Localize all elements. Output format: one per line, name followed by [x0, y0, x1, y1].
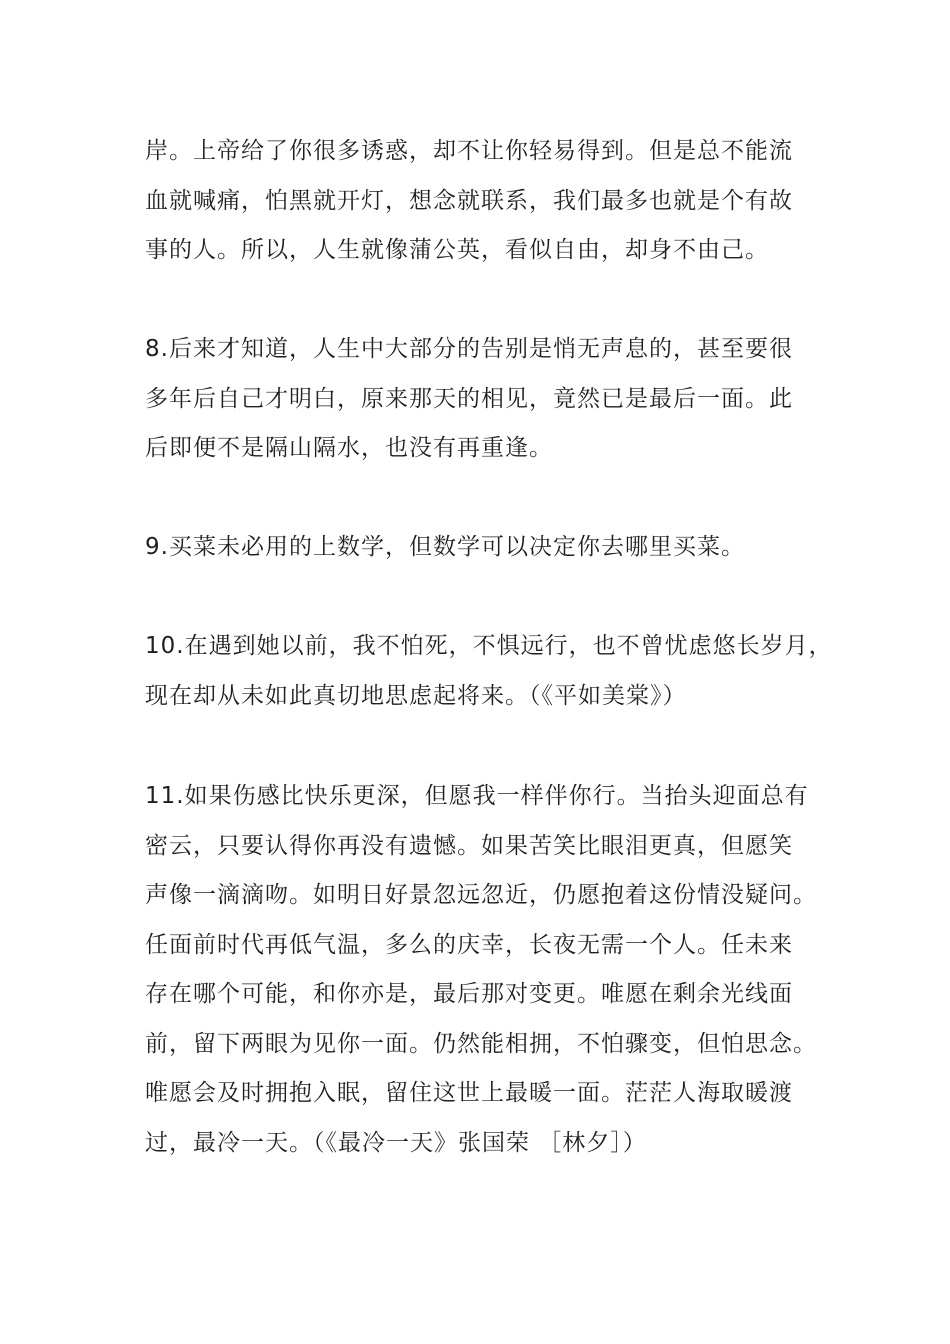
text-line: 8.后来才知道，人生中大部分的告别是悄无声息的，甚至要很 — [145, 336, 793, 362]
paragraph-item-11 — [145, 772, 817, 1168]
text-line: 后即便不是隔山隔水，也没有再重逢。 — [145, 435, 553, 461]
text-line: 10.在遇到她以前，我不怕死，不惧远行，也不曾忧虑悠长岁月， — [145, 633, 833, 659]
paragraph-continuation — [145, 127, 793, 276]
text-line: 任面前时代再低气温，多么的庆幸，长夜无需一个人。任未来 — [145, 931, 793, 958]
text-line: 多年后自己才明白，原来那天的相见，竟然已是最后一面。此 — [145, 385, 793, 412]
text-line: 岸。上帝给了你很多诱惑，却不让你轻易得到。但是总不能流 — [145, 138, 793, 164]
text-line: 11.如果伤感比快乐更深，但愿我一样伴你行。当抬头迎面总有 — [145, 783, 809, 809]
paragraph-item-8 — [145, 325, 793, 474]
text-line: 9.买菜未必用的上数学，但数学可以决定你去哪里买菜。 — [145, 534, 745, 560]
paragraph-item-9 — [145, 523, 745, 573]
text-line: 声像一滴滴吻。如明日好景忽远忽近，仍愿抱着这份情没疑问。 — [145, 882, 817, 908]
text-line: 唯愿会及时拥抱入眠，留住这世上最暖一面。茫茫人海取暖渡 — [145, 1080, 793, 1106]
text-line: 存在哪个可能，和你亦是，最后那对变更。唯愿在剩余光线面 — [145, 981, 793, 1007]
text-line: 密云，只要认得你再没有遗憾。如果苦笑比眼泪更真，但愿笑 — [145, 832, 793, 859]
text-line: 血就喊痛，怕黑就开灯，想念就联系，我们最多也就是个有故 — [145, 187, 793, 214]
text-line: 现在却从未如此真切地思虑起将来。（《平如美棠》） — [145, 682, 687, 709]
text-line: 过，最冷一天。（《最冷一天》张国荣 ［林夕］） — [145, 1129, 647, 1156]
text-line: 事的人。所以，人生就像蒲公英，看似自由，却身不由己。 — [145, 237, 769, 263]
text-line: 前，留下两眼为见你一面。仍然能相拥，不怕骤变，但怕思念。 — [145, 1030, 817, 1057]
paragraph-item-10 — [145, 622, 833, 721]
